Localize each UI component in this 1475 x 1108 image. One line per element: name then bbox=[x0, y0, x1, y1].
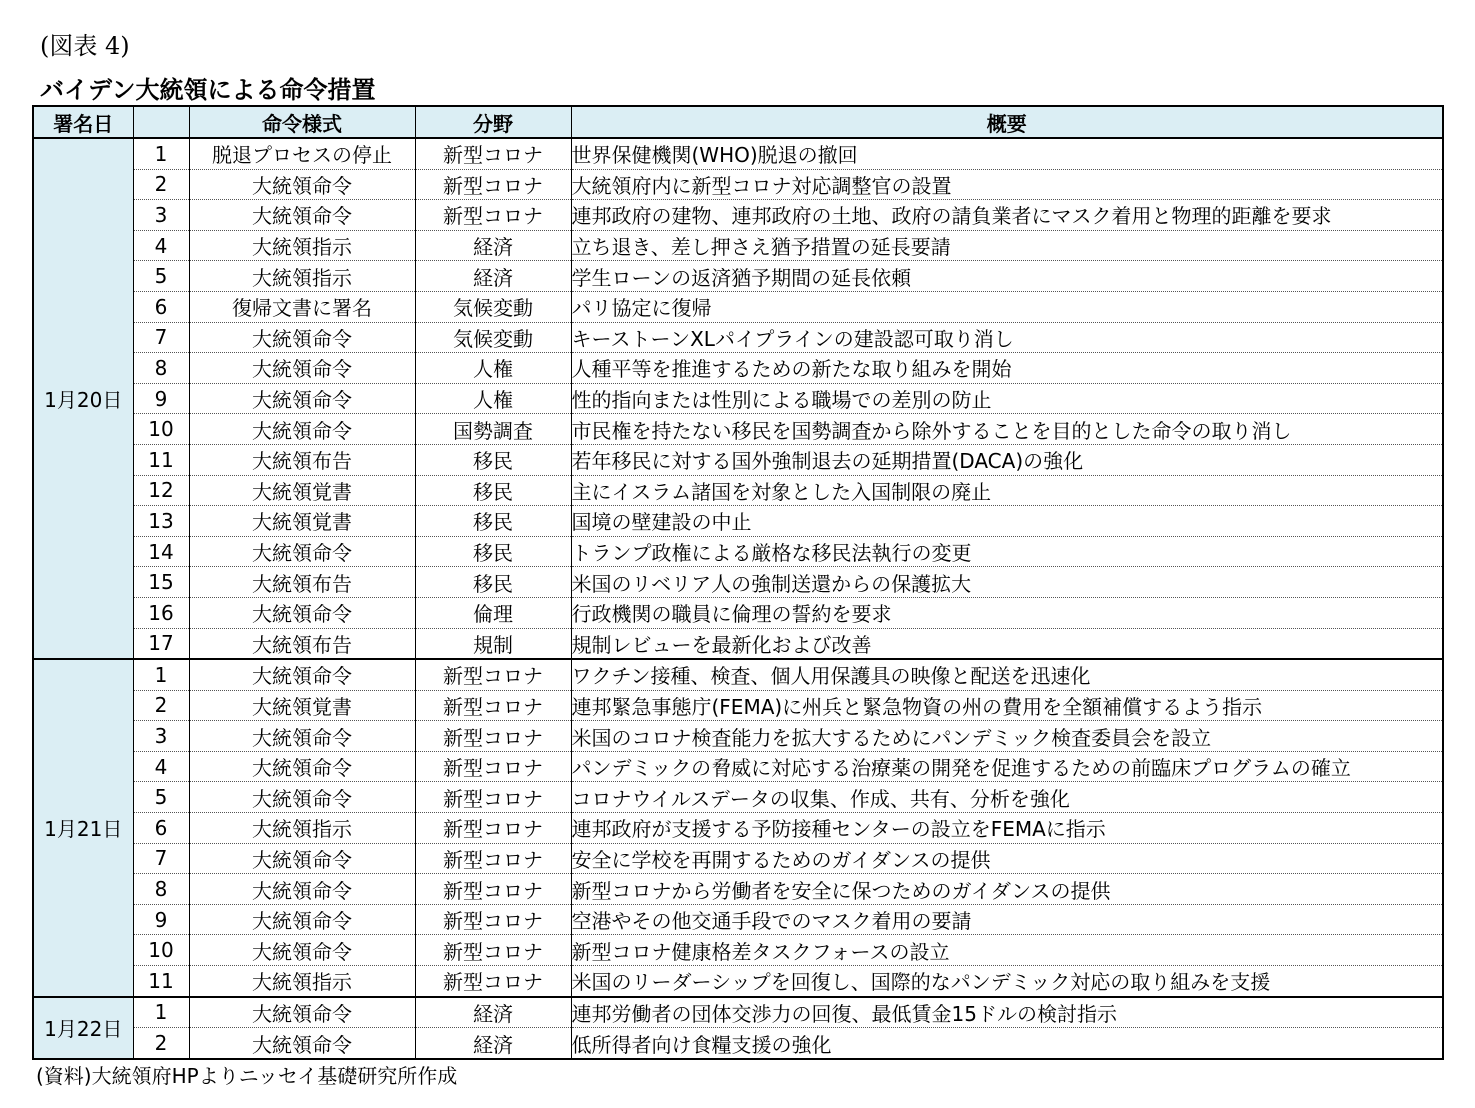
table-row bbox=[33, 874, 1443, 905]
row-number-cell: 7 bbox=[133, 322, 189, 353]
field-cell: 経済 bbox=[415, 1028, 571, 1059]
table-row bbox=[33, 230, 1443, 261]
summary-cell: 行政機関の職員に倫理の誓約を要求 bbox=[571, 597, 1443, 628]
summary-cell: パンデミックの脅威に対応する治療薬の開発を促進するための前臨床プログラムの確立 bbox=[571, 751, 1443, 782]
order-form-cell: 大統領命令 bbox=[189, 200, 415, 231]
source-note: (資料)大統領府HPよりニッセイ基礎研究所作成 bbox=[36, 1064, 458, 1088]
row-number-cell: 10 bbox=[133, 414, 189, 445]
field-cell: 経済 bbox=[415, 261, 571, 292]
summary-cell: 連邦労働者の団体交渉力の回復、最低賃金15ドルの検討指示 bbox=[571, 997, 1443, 1028]
table-row bbox=[33, 813, 1443, 844]
row-number-cell: 2 bbox=[133, 1028, 189, 1059]
order-form-cell: 大統領命令 bbox=[189, 843, 415, 874]
order-form-cell: 大統領命令 bbox=[189, 659, 415, 690]
table-row bbox=[33, 782, 1443, 813]
table-row bbox=[33, 261, 1443, 292]
order-form-cell: 大統領命令 bbox=[189, 169, 415, 200]
table-row bbox=[33, 628, 1443, 659]
field-cell: 新型コロナ bbox=[415, 169, 571, 200]
summary-cell: 規制レビューを最新化および改善 bbox=[571, 628, 1443, 659]
row-number-cell: 8 bbox=[133, 353, 189, 384]
field-cell: 新型コロナ bbox=[415, 782, 571, 813]
row-number-cell: 15 bbox=[133, 567, 189, 598]
order-form-cell: 大統領覚書 bbox=[189, 475, 415, 506]
signing-date-cell: 1月22日 bbox=[33, 997, 133, 1059]
field-cell: 新型コロナ bbox=[415, 874, 571, 905]
field-cell: 国勢調査 bbox=[415, 414, 571, 445]
summary-cell: 国境の壁建設の中止 bbox=[571, 506, 1443, 537]
row-number-cell: 11 bbox=[133, 444, 189, 475]
table-row bbox=[33, 997, 1443, 1028]
table-row bbox=[33, 322, 1443, 353]
summary-cell: 性的指向または性別による職場での差別の防止 bbox=[571, 383, 1443, 414]
summary-cell: 市民権を持たない移民を国勢調査から除外することを目的とした命令の取り消し bbox=[571, 414, 1443, 445]
table-row bbox=[33, 567, 1443, 598]
summary-cell: 若年移民に対する国外強制退去の延期措置(DACA)の強化 bbox=[571, 444, 1443, 475]
table-row bbox=[33, 169, 1443, 200]
field-cell: 移民 bbox=[415, 506, 571, 537]
field-cell: 倫理 bbox=[415, 597, 571, 628]
row-number-cell: 6 bbox=[133, 291, 189, 322]
order-form-cell: 大統領布告 bbox=[189, 628, 415, 659]
header-field: 分野 bbox=[415, 106, 571, 138]
summary-cell: 安全に学校を再開するためのガイダンスの提供 bbox=[571, 843, 1443, 874]
order-form-cell: 大統領命令 bbox=[189, 536, 415, 567]
table-row bbox=[33, 1028, 1443, 1059]
field-cell: 新型コロナ bbox=[415, 935, 571, 966]
table-row bbox=[33, 935, 1443, 966]
summary-cell: 連邦緊急事態庁(FEMA)に州兵と緊急物資の州の費用を全額補償するよう指示 bbox=[571, 690, 1443, 721]
header-row bbox=[33, 106, 1443, 138]
table-row bbox=[33, 904, 1443, 935]
field-cell: 新型コロナ bbox=[415, 813, 571, 844]
row-number-cell: 9 bbox=[133, 383, 189, 414]
row-number-cell: 17 bbox=[133, 628, 189, 659]
order-form-cell: 大統領命令 bbox=[189, 597, 415, 628]
row-number-cell: 6 bbox=[133, 813, 189, 844]
field-cell: 新型コロナ bbox=[415, 721, 571, 752]
order-form-cell: 大統領命令 bbox=[189, 414, 415, 445]
executive-orders-table bbox=[32, 105, 1444, 1060]
row-number-cell: 4 bbox=[133, 230, 189, 261]
field-cell: 気候変動 bbox=[415, 322, 571, 353]
order-form-cell: 大統領指示 bbox=[189, 813, 415, 844]
header-date: 署名日 bbox=[33, 106, 133, 138]
field-cell: 人権 bbox=[415, 383, 571, 414]
row-number-cell: 7 bbox=[133, 843, 189, 874]
table-row bbox=[33, 506, 1443, 537]
field-cell: 規制 bbox=[415, 628, 571, 659]
order-form-cell: 大統領命令 bbox=[189, 935, 415, 966]
figure-label: (図表 4) bbox=[40, 32, 130, 60]
table-row bbox=[33, 659, 1443, 690]
field-cell: 新型コロナ bbox=[415, 690, 571, 721]
order-form-cell: 大統領指示 bbox=[189, 230, 415, 261]
summary-cell: 米国のリベリア人の強制送還からの保護拡大 bbox=[571, 567, 1443, 598]
summary-cell: 主にイスラム諸国を対象とした入国制限の廃止 bbox=[571, 475, 1443, 506]
order-form-cell: 大統領命令 bbox=[189, 751, 415, 782]
field-cell: 新型コロナ bbox=[415, 904, 571, 935]
field-cell: 経済 bbox=[415, 230, 571, 261]
summary-cell: 大統領府内に新型コロナ対応調整官の設置 bbox=[571, 169, 1443, 200]
summary-cell: 人種平等を推進するための新たな取り組みを開始 bbox=[571, 353, 1443, 384]
table-body bbox=[33, 138, 1443, 1059]
summary-cell: 新型コロナ健康格差タスクフォースの設立 bbox=[571, 935, 1443, 966]
row-number-cell: 3 bbox=[133, 721, 189, 752]
row-number-cell: 12 bbox=[133, 475, 189, 506]
summary-cell: 連邦政府の建物、連邦政府の土地、政府の請負業者にマスク着用と物理的距離を要求 bbox=[571, 200, 1443, 231]
table-row bbox=[33, 414, 1443, 445]
table-row bbox=[33, 475, 1443, 506]
order-form-cell: 大統領覚書 bbox=[189, 690, 415, 721]
row-number-cell: 10 bbox=[133, 935, 189, 966]
order-form-cell: 復帰文書に署名 bbox=[189, 291, 415, 322]
signing-date-cell: 1月20日 bbox=[33, 138, 133, 659]
field-cell: 移民 bbox=[415, 567, 571, 598]
summary-cell: 学生ローンの返済猶予期間の延長依頼 bbox=[571, 261, 1443, 292]
field-cell: 人権 bbox=[415, 353, 571, 384]
table-row bbox=[33, 200, 1443, 231]
table-row bbox=[33, 353, 1443, 384]
summary-cell: 空港やその他交通手段でのマスク着用の要請 bbox=[571, 904, 1443, 935]
order-form-cell: 大統領命令 bbox=[189, 353, 415, 384]
header-form: 命令様式 bbox=[189, 106, 415, 138]
table-row bbox=[33, 444, 1443, 475]
table-row bbox=[33, 536, 1443, 567]
table-row bbox=[33, 597, 1443, 628]
row-number-cell: 5 bbox=[133, 782, 189, 813]
row-number-cell: 1 bbox=[133, 138, 189, 169]
row-number-cell: 4 bbox=[133, 751, 189, 782]
field-cell: 新型コロナ bbox=[415, 659, 571, 690]
table-title: バイデン大統領による命令措置 bbox=[40, 76, 376, 104]
row-number-cell: 9 bbox=[133, 904, 189, 935]
table-row bbox=[33, 721, 1443, 752]
order-form-cell: 大統領命令 bbox=[189, 997, 415, 1028]
summary-cell: 新型コロナから労働者を安全に保つためのガイダンスの提供 bbox=[571, 874, 1443, 905]
order-form-cell: 大統領指示 bbox=[189, 966, 415, 997]
row-number-cell: 1 bbox=[133, 659, 189, 690]
summary-cell: 世界保健機関(WHO)脱退の撤回 bbox=[571, 138, 1443, 169]
summary-cell: キーストーンXLパイプラインの建設認可取り消し bbox=[571, 322, 1443, 353]
table-row bbox=[33, 966, 1443, 997]
summary-cell: パリ協定に復帰 bbox=[571, 291, 1443, 322]
table-row bbox=[33, 690, 1443, 721]
row-number-cell: 8 bbox=[133, 874, 189, 905]
table-row bbox=[33, 843, 1443, 874]
field-cell: 新型コロナ bbox=[415, 843, 571, 874]
summary-cell: コロナウイルスデータの収集、作成、共有、分析を強化 bbox=[571, 782, 1443, 813]
order-form-cell: 大統領命令 bbox=[189, 322, 415, 353]
row-number-cell: 3 bbox=[133, 200, 189, 231]
order-form-cell: 大統領命令 bbox=[189, 721, 415, 752]
table-row bbox=[33, 751, 1443, 782]
order-form-cell: 大統領覚書 bbox=[189, 506, 415, 537]
field-cell: 移民 bbox=[415, 475, 571, 506]
field-cell: 新型コロナ bbox=[415, 200, 571, 231]
order-form-cell: 大統領命令 bbox=[189, 904, 415, 935]
row-number-cell: 13 bbox=[133, 506, 189, 537]
header-number bbox=[133, 106, 189, 138]
order-form-cell: 大統領布告 bbox=[189, 567, 415, 598]
order-form-cell: 大統領布告 bbox=[189, 444, 415, 475]
header-summary: 概要 bbox=[571, 106, 1443, 138]
table-row bbox=[33, 383, 1443, 414]
field-cell: 移民 bbox=[415, 444, 571, 475]
summary-cell: 米国のコロナ検査能力を拡大するためにパンデミック検査委員会を設立 bbox=[571, 721, 1443, 752]
row-number-cell: 14 bbox=[133, 536, 189, 567]
row-number-cell: 1 bbox=[133, 997, 189, 1028]
field-cell: 経済 bbox=[415, 997, 571, 1028]
order-form-cell: 大統領指示 bbox=[189, 261, 415, 292]
summary-cell: 立ち退き、差し押さえ猶予措置の延長要請 bbox=[571, 230, 1443, 261]
row-number-cell: 2 bbox=[133, 690, 189, 721]
summary-cell: 低所得者向け食糧支援の強化 bbox=[571, 1028, 1443, 1059]
field-cell: 新型コロナ bbox=[415, 751, 571, 782]
row-number-cell: 11 bbox=[133, 966, 189, 997]
summary-cell: 米国のリーダーシップを回復し、国際的なパンデミック対応の取り組みを支援 bbox=[571, 966, 1443, 997]
order-form-cell: 大統領命令 bbox=[189, 782, 415, 813]
table-row bbox=[33, 291, 1443, 322]
field-cell: 気候変動 bbox=[415, 291, 571, 322]
order-form-cell: 大統領命令 bbox=[189, 874, 415, 905]
summary-cell: トランプ政権による厳格な移民法執行の変更 bbox=[571, 536, 1443, 567]
table-row bbox=[33, 138, 1443, 169]
field-cell: 移民 bbox=[415, 536, 571, 567]
signing-date-cell: 1月21日 bbox=[33, 659, 133, 997]
summary-cell: ワクチン接種、検査、個人用保護具の映像と配送を迅速化 bbox=[571, 659, 1443, 690]
summary-cell: 連邦政府が支援する予防接種センターの設立をFEMAに指示 bbox=[571, 813, 1443, 844]
order-form-cell: 大統領命令 bbox=[189, 383, 415, 414]
row-number-cell: 5 bbox=[133, 261, 189, 292]
row-number-cell: 2 bbox=[133, 169, 189, 200]
order-form-cell: 大統領命令 bbox=[189, 1028, 415, 1059]
field-cell: 新型コロナ bbox=[415, 138, 571, 169]
field-cell: 新型コロナ bbox=[415, 966, 571, 997]
row-number-cell: 16 bbox=[133, 597, 189, 628]
order-form-cell: 脱退プロセスの停止 bbox=[189, 138, 415, 169]
